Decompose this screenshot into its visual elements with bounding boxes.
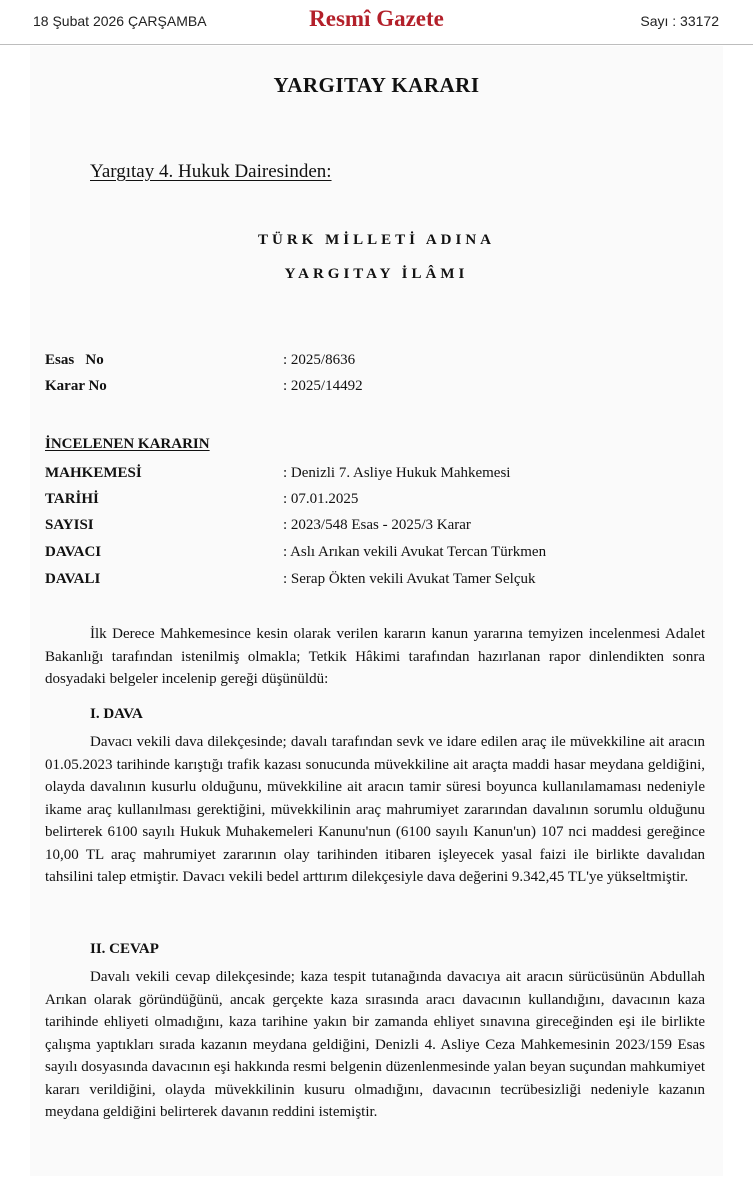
esas-label: Esas No	[45, 352, 104, 368]
court-label: MAHKEMESİ	[45, 465, 142, 481]
gazette-header	[0, 0, 753, 45]
issue-date: 18 Şubat 2026 ÇARŞAMBA	[33, 13, 207, 29]
plaintiff-value: : Aslı Arıkan vekili Avukat Tercan Türkmen	[283, 544, 547, 560]
karar-value: : 2025/14492	[283, 378, 363, 394]
number-value: : 2023/548 Esas - 2025/3 Karar	[283, 517, 471, 533]
intro-paragraph: İlk Derece Mahkemesince kesin olarak verilen kararın kanun yararına temyizen incelenmesi Adalet Bakanlığı tarafından istenilmiş olmakla; Tetkik Hâkimi tarafından hazırlanan rapor dinlendikten sonra dosyadaki belgeler incelenip gereği düşünüldü:	[45, 626, 705, 687]
section-cevap-text: Davalı vekili cevap dilekçesinde; kaza tespit tutanağında davacıya ait aracın sürücüsünün Abdullah Arıkan olarak göründüğünü, ancak gerçekte kaza sırasında aracı davacının kullandığını, davacının kaza tarihinde ehliyeti olmadığını, kaza tarihine yakın bir zamanda ehliyet sınavına gireceğinden eşi ile birlikte çalışma yaptıkları sırada kazanın meydana geldiğini, Denizli 4. Asliye Ceza Mahkemesinin 2023/159 Esas sayılı dosyasında davacının eşi hakkında resmi belgenin düzenlenmesinde yalan beyan suçundan mahkumiyet kararı verildiğini, olayda müvekkilinin kusuru olmadığını, davacının tecrübesizliği nedeniyle kazanın meydana geldiğini belirterek davanın reddini istemiştir.	[45, 969, 705, 1120]
number-label: SAYISI	[45, 517, 94, 533]
gazette-logo-text: Resmî Gazete	[309, 6, 444, 31]
defendant-value: : Serap Ökten vekili Avukat Tamer Selçuk	[283, 571, 536, 587]
date-label: TARİHİ	[45, 491, 99, 507]
court-value: : Denizli 7. Asliye Hukuk Mahkemesi	[283, 465, 511, 481]
plaintiff-label: DAVACI	[45, 544, 102, 560]
ilam-line: YARGITAY İLÂMI	[284, 266, 469, 282]
issue-number: Sayı : 33172	[640, 13, 719, 29]
section-cevap-title: II. CEVAP	[90, 941, 159, 957]
reviewed-heading: İNCELENEN KARARIN	[45, 436, 210, 452]
section-dava-title: I. DAVA	[90, 706, 143, 722]
section-dava-text: Davacı vekili dava dilekçesinde; davalı tarafından sevk ve idare edilen araç ile müvekkiline ait aracın 01.05.2023 tarihinde karıştığı trafik kazası sonucunda müvekkiline ait araçta maddi hasar meydana geldiğini, olayda davalının kusurlu olduğunu, müvekkiline ait aracın tamir süresi boyunca kullanılamaması nedeniyle ikame araç kullanılması gerektiğini, müvekkilinin araç mahrumiyet zararından davalının sorumlu olduğunu belirterek 6100 sayılı Hukuk Muhakemeleri Kanunu'nun (6100 sayılı Kanun'un) 107 nci maddesi gereğince 10,00 TL araç mahrumiyet zararının olay tarihinden itibaren işleyecek yasal faizi ile birlikte davalıdan tahsilini talep etmiştir. Davacı vekili bedel arttırım dilekçesiyle dava değerini 9.342,45 TL'ye yükseltmiştir.	[45, 734, 705, 885]
nation-line: TÜRK MİLLETİ ADINA	[257, 232, 496, 248]
karar-label: Karar No	[45, 378, 107, 394]
date-value: : 07.01.2025	[283, 491, 359, 507]
chamber-line: Yargıtay 4. Hukuk Dairesinden:	[90, 161, 332, 182]
defendant-label: DAVALI	[45, 571, 101, 587]
esas-value: : 2025/8636	[283, 352, 356, 368]
document-title: YARGITAY KARARI	[273, 73, 480, 97]
